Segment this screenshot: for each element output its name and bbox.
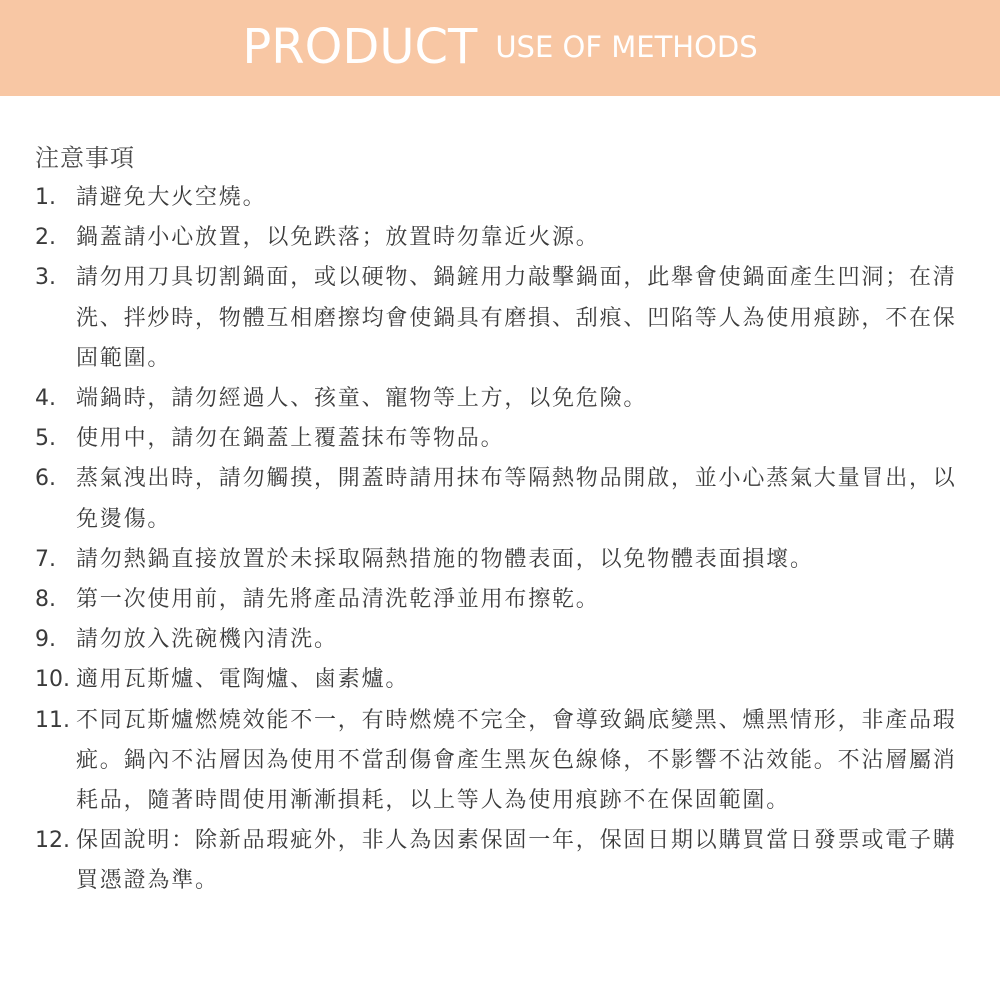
note-item: [35, 701, 965, 822]
note-number: 12.: [35, 828, 70, 854]
note-text: 請勿熱鍋直接放置於未採取隔熱措施的物體表面，以免物體表面損壞。: [76, 546, 814, 572]
note-item: [35, 258, 965, 379]
note-text: 蒸氣洩出時，請勿觸摸，開蓋時請用抹布等隔熱物品開啟，並小心蒸氣大量冒出，以免燙傷。: [76, 466, 957, 532]
note-text: 請勿用刀具切割鍋面，或以硬物、鍋鏟用力敲擊鍋面，此舉會使鍋面產生凹洞；在清洗、拌炒時，物體互相磨擦均會使鍋具有磨損、刮痕、凹陷等人為使用痕跡，不在保固範圍。: [76, 265, 957, 371]
note-number: 4.: [35, 386, 56, 412]
note-text: 適用瓦斯爐、電陶爐、鹵素爐。: [76, 667, 410, 693]
note-item: [35, 660, 965, 700]
note-number: 6.: [35, 466, 56, 492]
notes-list: [35, 178, 965, 902]
note-text: 鍋蓋請小心放置，以免跌落；放置時勿靠近火源。: [76, 225, 600, 251]
note-item: [35, 580, 965, 620]
note-number: 2.: [35, 225, 56, 251]
section-heading: 注意事項: [35, 144, 135, 172]
note-number: 11.: [35, 707, 70, 733]
note-text: 端鍋時，請勿經過人、孩童、寵物等上方，以免危險。: [76, 386, 648, 412]
note-number: 8.: [35, 587, 56, 613]
note-item: [35, 540, 965, 580]
note-item: [35, 178, 965, 218]
note-item: [35, 620, 965, 660]
note-item: [35, 218, 965, 258]
note-item: [35, 379, 965, 419]
banner-title: PRODUCT: [242, 19, 478, 75]
note-item: [35, 419, 965, 459]
banner: [0, 0, 1000, 96]
note-number: 10.: [35, 667, 70, 693]
note-number: 1.: [35, 185, 56, 210]
note-text: 第一次使用前，請先將產品清洗乾淨並用布擦乾。: [76, 587, 600, 613]
notes-section: [35, 138, 965, 902]
note-item: [35, 821, 965, 901]
note-number: 9.: [35, 627, 56, 653]
note-text: 請勿放入洗碗機內清洗。: [76, 627, 338, 653]
note-text: 使用中，請勿在鍋蓋上覆蓋抹布等物品。: [76, 426, 505, 452]
banner-subtitle: USE OF METHODS: [495, 30, 758, 64]
note-text: 不同瓦斯爐燃燒效能不一，有時燃燒不完全，會導致鍋底變黑、燻黑情形，非產品瑕疵。鍋內不沾層因為使用不當刮傷會產生黑灰色線條，不影響不沾效能。不沾層屬消耗品，隨著時間使用漸漸損耗，以上等人為使用痕跡不在保固範圍。: [76, 707, 957, 814]
note-number: 5.: [35, 426, 56, 452]
note-number: 7.: [35, 546, 56, 572]
note-text: 保固說明：除新品瑕疵外，非人為因素保固一年，保固日期以購買當日發票或電子購買憑證為準。: [76, 828, 957, 894]
note-item: [35, 459, 965, 539]
note-number: 3.: [35, 265, 56, 291]
note-text: 請避免大火空燒。: [76, 185, 267, 210]
